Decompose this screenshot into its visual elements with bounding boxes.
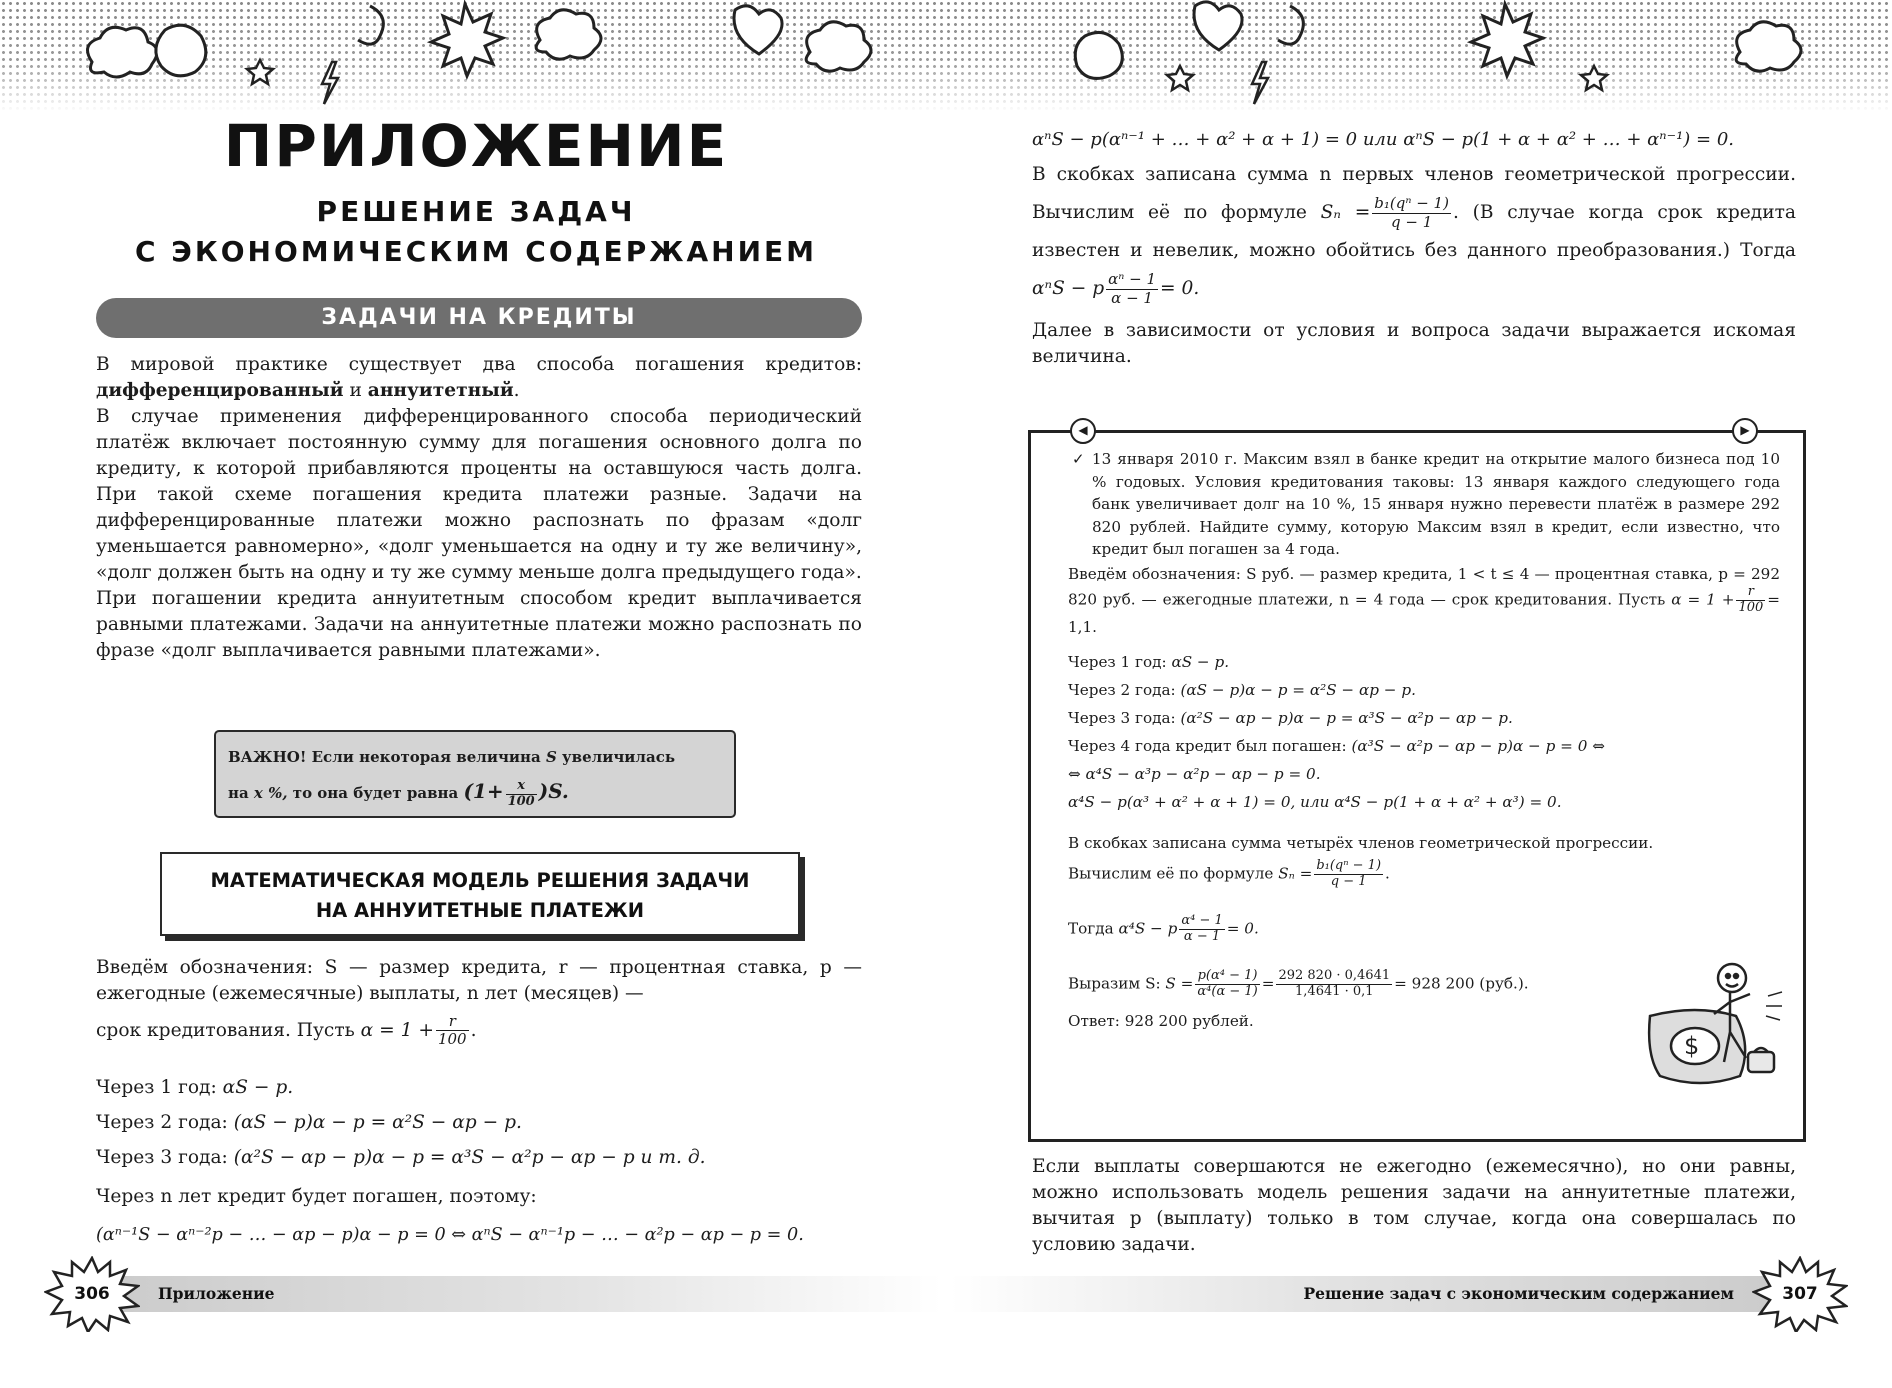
subtitle-line: РЕШЕНИЕ ЗАДАЧ	[316, 195, 636, 228]
step-label: Через 4 года кредит был погашен:	[1068, 737, 1347, 756]
formula-part: = 928 200 (руб.).	[1394, 974, 1529, 993]
heart-icon	[734, 6, 782, 54]
paragraph-text: срок кредитования. Пусть	[96, 1019, 361, 1041]
formula-part: α⁴S − p	[1118, 919, 1178, 938]
final-equation: (αⁿ⁻¹S − αⁿ⁻²p − … − αp − p)α − p = 0 ⇔ αⁿS − αⁿ⁻¹p − … − α²p − αp − p = 0.	[96, 1225, 804, 1245]
formula-part: =	[1261, 974, 1275, 993]
important-text: на	[228, 784, 254, 802]
fraction-num: r	[1736, 585, 1765, 601]
banner-line: МАТЕМАТИЧЕСКАЯ МОДЕЛЬ РЕШЕНИЯ ЗАДАЧИ	[210, 869, 750, 892]
formula-part: = 0.	[1226, 919, 1259, 938]
page-number-left	[44, 1256, 140, 1332]
paragraph: В скобках записана сумма четырёх членов геометрической прогрессии.	[1068, 834, 1654, 853]
svg-text:$: $	[1684, 1032, 1700, 1060]
cloud-icon	[806, 22, 871, 71]
example-content	[1068, 448, 1780, 1032]
footer-right	[950, 1276, 1830, 1312]
formula-part: = 1,1.	[1068, 590, 1780, 636]
paragraph	[96, 352, 862, 404]
important-text: Если некоторая величина	[306, 748, 546, 766]
subtitle-line: С ЭКОНОМИЧЕСКИМ СОДЕРЖАНИЕМ	[134, 235, 818, 268]
paragraph: В случае применения дифференцированного способа периодический платёж включает постоянную сумму для погашения основного долга по кредиту, к которой прибавляются проценты на оставшуюся часть долга. При такой схеме погашения кредита платежи разные. Задачи на дифференцированные платежи можно распознать по фразам «долг уменьшается равномерно», «долг уменьшается на одну и ту же величину», «долг должен быть на одну и ту же сумму меньше долга предыдущего года».	[96, 406, 862, 583]
cloud-icon	[536, 10, 601, 59]
fraction	[1276, 969, 1392, 1000]
formula-part: αⁿS − p	[1032, 278, 1105, 299]
lightning-icon	[1252, 62, 1268, 104]
formula-part: )S.	[538, 779, 569, 803]
example-answer: Ответ: 928 200 рублей.	[1068, 1011, 1254, 1030]
fraction-num: 292 820 · 0,4641	[1278, 967, 1391, 983]
important-label: ВАЖНО!	[228, 748, 307, 766]
paragraph-text: Выразим S:	[1068, 974, 1166, 993]
cartoon-mascot-icon	[1640, 956, 1790, 1106]
paragraph-text: В мировой практике существует два способа погашения кредитов:	[96, 354, 862, 375]
fraction-num: αⁿ − 1	[1108, 270, 1156, 289]
step-label: Через 3 года:	[1068, 709, 1176, 728]
fraction-num: α⁴ − 1	[1181, 912, 1223, 928]
step-label: Через 2 года:	[96, 1112, 228, 1133]
top-equation: αⁿS − p(αⁿ⁻¹ + … + α² + α + 1) = 0 или αⁿS − p(1 + α + α² + … + αⁿ⁻¹) = 0.	[1032, 129, 1735, 150]
step-formula: αS − p.	[222, 1077, 294, 1098]
step-label: Через 3 года:	[96, 1147, 228, 1168]
fraction-num: x	[506, 779, 537, 795]
step-formula: (αS − p)α − p = α²S − αp − p.	[233, 1112, 522, 1133]
math-var: x %,	[253, 784, 288, 802]
fraction	[1179, 914, 1224, 945]
page-number: 306	[74, 1284, 110, 1304]
cloud-icon	[1736, 22, 1801, 71]
step-label: Через 2 года:	[1068, 681, 1176, 700]
notation-text	[96, 955, 862, 1049]
paragraph-text: Введём обозначения: S руб. — размер кредита, 1 < t ≤ 4 — процентная ставка, p = 292 820 руб. — ежегодные платежи, n = 4 года — срок кредитования. Пусть	[1068, 564, 1780, 609]
fraction-den: 100	[1738, 599, 1764, 615]
formula-part: S =	[1165, 974, 1194, 993]
swirl-icon	[1278, 6, 1303, 44]
calc-line	[1068, 859, 1780, 890]
fraction-den: 1,4641 · 0,1	[1295, 983, 1374, 999]
doodles-decoration	[0, 0, 1892, 112]
paragraph: Если выплаты совершаются не ежегодно (ежемесячно), но они равны, можно использовать модель решения задачи на аннуитетные платежи, вычитая p (выплату) только в том случае, когда она совершалась по условию задачи.	[1032, 1156, 1796, 1255]
math-var: S	[545, 748, 557, 766]
fraction-num: b₁(qⁿ − 1)	[1316, 857, 1382, 873]
page-subtitle	[96, 192, 856, 272]
paragraph-text: Тогда	[1068, 919, 1119, 938]
equation-line: α⁴S − p(α³ + α² + α + 1) = 0, или α⁴S − p(1 + α + α² + α³) = 0.	[1068, 793, 1562, 812]
intro-text	[96, 352, 862, 664]
paragraph-text: .	[513, 380, 520, 401]
fraction-num: b₁(qⁿ − 1)	[1374, 194, 1449, 213]
page-number: 307	[1782, 1284, 1818, 1304]
paragraph-text: и	[343, 380, 368, 401]
term-annuity: аннуитетный	[367, 380, 514, 401]
example-notation	[1068, 563, 1780, 639]
page-title: ПРИЛОЖЕНИЕ	[223, 112, 729, 180]
important-line-1	[228, 740, 722, 774]
fraction	[436, 1013, 469, 1049]
fraction-den: 100	[507, 793, 535, 809]
lightning-icon	[322, 62, 338, 104]
step-line	[96, 1070, 862, 1105]
step-line: Через n лет кредит будет погашен, поэтому:	[96, 1186, 537, 1207]
steps-list	[96, 1070, 862, 1253]
paragraph-text: . (В случае когда срок кредита известен и невелик, можно обойтись без данного преобразования.) Тогда	[1032, 202, 1796, 261]
footer-label: Приложение	[158, 1284, 275, 1303]
equation-line: ⇔ α⁴S − α³p − α²p − αp − p = 0.	[1068, 765, 1321, 784]
banner-line: НА АННУИТЕТНЫЕ ПЛАТЕЖИ	[315, 899, 645, 922]
fraction	[506, 779, 537, 810]
footer-left	[62, 1276, 942, 1312]
important-note	[214, 730, 736, 818]
fraction	[1736, 585, 1765, 616]
swirl-icon	[358, 6, 383, 44]
step-line	[96, 1140, 862, 1175]
paragraph	[1032, 156, 1796, 308]
step-label: Через 1 год:	[1068, 653, 1167, 672]
step-line	[1068, 648, 1780, 676]
formula-part: Sₙ =	[1278, 864, 1313, 883]
closing-text	[1032, 1154, 1796, 1258]
paragraph-text: Вычислим её по формуле	[1068, 864, 1279, 883]
example-task: ✓ 13 января 2010 г. Максим взял в банке кредит на открытие малого бизнеса под 10 % годовых. Условия кредитования таковы: 13 января каждого следующего года банк увеличивает долг на 10 %, 15 января нужно перевести платёж в размере 292 820 рублей. Найдите сумму, которую Максим взял в кредит, если известно, что кредит был погашен за 4 года.	[1072, 450, 1780, 558]
formula-part: α = 1 +	[1671, 590, 1735, 609]
step-formula: (α²S − αp − p)α − p = α³S − α²p − αp − p и т. д.	[233, 1147, 706, 1168]
example-steps	[1068, 648, 1780, 816]
formula-part: = 0.	[1160, 278, 1200, 299]
fraction	[1106, 271, 1158, 307]
paragraph: Введём обозначения: S — размер кредита, r — процентная ставка, p — ежегодные (ежемесячные) выплаты, n лет (месяцев) —	[96, 957, 862, 1004]
step-formula: (α²S − αp − p)α − p = α³S − α²p − αp − p.	[1180, 709, 1513, 728]
fraction	[1372, 195, 1451, 231]
prev-icon[interactable]: ◀	[1070, 418, 1096, 444]
cloud-icon	[88, 27, 158, 77]
star-icon	[1167, 66, 1193, 90]
step-line	[1068, 732, 1780, 760]
blob-icon	[1075, 32, 1122, 78]
formula-part: .	[1385, 864, 1390, 883]
blob-icon	[156, 25, 206, 76]
section-heading-credits: ЗАДАЧИ НА КРЕДИТЫ	[96, 298, 862, 338]
formula-part: (1+	[463, 779, 504, 803]
page-number-right	[1752, 1256, 1848, 1332]
paragraph: Далее в зависимости от условия и вопроса задачи выражается искомая величина.	[1032, 320, 1796, 367]
important-text: то она будет равна	[287, 784, 464, 802]
next-icon[interactable]: ▶	[1732, 418, 1758, 444]
star-icon	[1581, 66, 1607, 90]
term-differentiated: дифференцированный	[96, 380, 344, 401]
fraction-den: α − 1	[1111, 288, 1153, 307]
heart-icon	[1194, 2, 1242, 50]
step-formula: αS − p.	[1171, 653, 1230, 672]
fraction-num: r	[436, 1013, 469, 1031]
fraction-den: α⁴(α − 1)	[1197, 983, 1258, 999]
fraction-den: q − 1	[1330, 873, 1367, 889]
fraction-den: α − 1	[1183, 928, 1221, 944]
formula-part: α = 1 +	[360, 1019, 434, 1041]
important-line-2	[228, 774, 722, 810]
model-banner	[160, 852, 800, 936]
fraction-den: q − 1	[1390, 212, 1433, 231]
step-line	[1068, 676, 1780, 704]
step-line	[1068, 704, 1780, 732]
fraction-num: p(α⁴ − 1)	[1195, 969, 1259, 985]
step-line	[96, 1105, 862, 1140]
burst-icon	[1471, 4, 1543, 76]
formula-part: .	[470, 1019, 477, 1041]
step-formula: (αS − p)α − p = α²S − αp − p.	[1180, 681, 1416, 700]
fraction-den: 100	[437, 1030, 467, 1049]
paragraph-text: В скобках записана сумма n первых членов геометрической прогрессии. Вычислим её по формуле	[1032, 164, 1796, 223]
burst-icon	[431, 4, 503, 76]
step-label: Через 1 год:	[96, 1077, 217, 1098]
paragraph	[96, 1013, 862, 1049]
star-icon	[247, 60, 273, 84]
important-text: увеличилась	[556, 748, 676, 766]
fraction	[1314, 859, 1383, 890]
right-intro	[1032, 124, 1796, 370]
then-line	[1068, 914, 1780, 945]
fraction	[1195, 969, 1259, 1000]
step-formula: (α³S − α²p − αp − p)α − p = 0 ⇔	[1351, 737, 1605, 756]
footer-label: Решение задач с экономическим содержанием	[1303, 1284, 1734, 1303]
formula-part: Sₙ =	[1320, 202, 1371, 223]
paragraph: При погашении кредита аннуитетным способом кредит выплачивается равными платежами. Задачи на аннуитетные платежи можно распознать по фразе «долг выплачивается равными платежами».	[96, 588, 862, 661]
